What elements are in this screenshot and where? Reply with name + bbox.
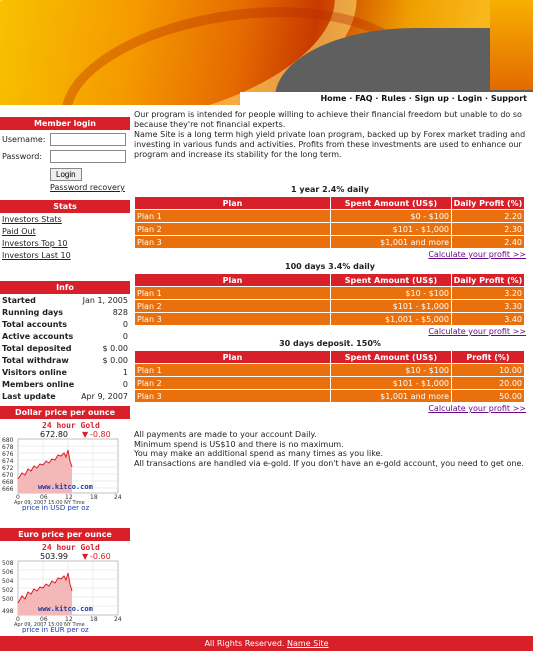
- svg-text:678: 678: [2, 444, 14, 451]
- plan-table: [134, 350, 525, 403]
- gold-usd-change: -0.80: [90, 430, 111, 439]
- svg-text:06: 06: [40, 616, 48, 623]
- col-header-amount: Spent Amount (US$): [331, 274, 451, 286]
- down-arrow-icon: ▼: [82, 430, 89, 439]
- plan-table: [134, 273, 525, 326]
- gold-eur-chart: [0, 541, 130, 633]
- stats-link-paid-out[interactable]: Paid Out: [2, 227, 36, 236]
- chart-caption: price in EUR per oz: [22, 626, 89, 633]
- svg-text:506: 506: [2, 569, 14, 576]
- nav-home[interactable]: Home: [320, 94, 347, 103]
- footer: [0, 636, 533, 651]
- calculate-profit-link[interactable]: Calculate your profit >>: [428, 404, 526, 413]
- svg-text:508: 508: [2, 560, 14, 567]
- nav-support[interactable]: Support: [490, 94, 527, 103]
- table-row: Plan 1 $10 - $100 10.00: [137, 365, 522, 375]
- username-input[interactable]: [50, 133, 126, 146]
- col-header-profit: Daily Profit (%): [453, 198, 523, 208]
- stats-title: Stats: [0, 200, 130, 213]
- note-line: All transactions are handled via e-gold. If you don't have an e-gold account, you need to get one.: [134, 458, 524, 468]
- stats-link-last-10[interactable]: Investors Last 10: [2, 251, 71, 260]
- info-row: Last update Apr 9, 2007: [2, 391, 128, 401]
- stats-links: [0, 213, 130, 262]
- payment-notes: [134, 430, 526, 468]
- svg-text:24: 24: [114, 616, 122, 623]
- chart-title: 24 hour Gold: [42, 543, 100, 552]
- svg-text:24: 24: [114, 494, 122, 501]
- svg-text:676: 676: [2, 451, 14, 458]
- calculate-profit-link[interactable]: Calculate your profit >>: [428, 327, 526, 336]
- svg-text:666: 666: [2, 486, 14, 493]
- svg-text:12: 12: [65, 616, 73, 623]
- chart-caption: price in USD per oz: [22, 504, 90, 511]
- col-header-amount: Spent Amount (US$): [331, 197, 451, 209]
- down-arrow-icon: ▼: [82, 552, 89, 561]
- banner-decoration: [490, 0, 533, 90]
- plan-section-title: 1 year 2.4% daily: [291, 185, 369, 194]
- table-row: Plan 3 $1,001 and more 50.00: [137, 391, 522, 401]
- username-label: Username:: [2, 135, 46, 144]
- col-header-profit: Profit (%): [452, 351, 524, 363]
- top-nav: Home · FAQ · Rules · Sign up · Login · Support: [240, 92, 533, 105]
- svg-text:672: 672: [2, 465, 14, 472]
- chart-title: 24 hour Gold: [42, 421, 100, 430]
- plan-section-title: 100 days 3.4% daily: [285, 262, 375, 271]
- col-header-amount: Spent Amount (US$): [331, 351, 451, 363]
- info-row: Running days 828: [2, 307, 128, 317]
- svg-text:502: 502: [2, 587, 14, 594]
- note-line: Minimum spend is US$10 and there is no maximum.: [134, 439, 344, 449]
- euro-price-title: Euro price per ounce: [0, 528, 130, 541]
- kitco-site-label: www.kitco.com: [38, 605, 93, 613]
- svg-text:0: 0: [16, 616, 20, 623]
- info-row: Active accounts 0: [2, 331, 128, 341]
- footer-site-link[interactable]: Name Site: [287, 639, 329, 648]
- nav-login[interactable]: Login: [457, 94, 483, 103]
- kitco-site-label: www.kitco.com: [38, 483, 93, 491]
- chart-date: Apr 09, 2007 15:00 NY Time: [14, 622, 85, 628]
- table-row: Plan 3 $1,001 and more 2.40: [137, 237, 522, 247]
- info-row: Total accounts 0: [2, 319, 128, 329]
- gold-eur-price: 503.99: [40, 552, 68, 561]
- member-login-title: Member login: [0, 117, 130, 130]
- dollar-price-title: Dollar price per ounce: [0, 406, 130, 419]
- info-row: Members online 0: [2, 379, 128, 389]
- nav-faq[interactable]: FAQ: [355, 94, 373, 103]
- left-sidebar: [0, 117, 130, 635]
- intro-paragraph-1: Our program is intended for people willing to achieve their financial freedom but unable to do so because they're not financial experts.: [134, 110, 522, 129]
- stats-link-investors-stats[interactable]: Investors Stats: [2, 215, 62, 224]
- gold-usd-chart: [0, 419, 130, 511]
- svg-text:06: 06: [40, 494, 48, 501]
- col-header-plan: Plan: [135, 351, 330, 363]
- col-header-plan: Plan: [135, 197, 330, 209]
- table-row: Plan 3 $1,001 - $5,000 3.40: [137, 314, 522, 324]
- info-row: Visitors online 1: [2, 367, 128, 377]
- main-content: [134, 110, 526, 468]
- login-button[interactable]: Login: [50, 168, 82, 181]
- plan-table: [134, 196, 525, 249]
- svg-text:504: 504: [2, 578, 14, 585]
- info-row: Total withdraw $ 0.00: [2, 355, 128, 365]
- header-banner: [0, 0, 533, 105]
- password-label: Password:: [2, 152, 43, 161]
- svg-text:18: 18: [90, 616, 98, 623]
- plan-section-title: 30 days deposit. 150%: [279, 339, 381, 348]
- intro-text: [134, 110, 526, 160]
- svg-text:498: 498: [2, 608, 14, 615]
- col-header-profit: Daily Profit (%): [453, 275, 523, 285]
- login-form: [0, 130, 130, 194]
- gold-usd-price: 672.80: [40, 430, 68, 439]
- table-row: Plan 2 $101 - $1,000 3.30: [137, 301, 522, 311]
- password-recovery-link[interactable]: Password recovery: [50, 183, 125, 192]
- svg-text:12: 12: [65, 494, 73, 501]
- table-row: Plan 2 $101 - $1,000 2.30: [137, 224, 522, 234]
- info-row: Total deposited $ 0.00: [2, 343, 128, 353]
- svg-text:18: 18: [90, 494, 98, 501]
- password-input[interactable]: [50, 150, 126, 163]
- table-row: Plan 1 $10 - $100 3.20: [137, 288, 522, 298]
- gold-eur-change: -0.60: [90, 552, 111, 561]
- table-row: Plan 1 $0 - $100 2.20: [137, 211, 522, 221]
- col-header-plan: Plan: [135, 274, 330, 286]
- note-line: You may make an additional spend as many times as you like.: [134, 449, 384, 458]
- info-row: Started Jan 1, 2005: [2, 295, 128, 305]
- stats-link-top-10[interactable]: Investors Top 10: [2, 239, 68, 248]
- nav-signup[interactable]: Sign up: [414, 94, 449, 103]
- table-row: Plan 2 $101 - $1,000 20.00: [137, 378, 522, 388]
- info-table: [0, 294, 130, 402]
- chart-date: Apr 09, 2007 15:00 NY Time: [14, 500, 85, 506]
- note-line: All payments are made to your account Daily.: [134, 430, 317, 439]
- footer-text: All Rights Reserved.: [204, 639, 285, 648]
- svg-text:674: 674: [2, 458, 14, 465]
- info-title: Info: [0, 281, 130, 294]
- svg-text:670: 670: [2, 472, 14, 479]
- svg-text:0: 0: [16, 494, 20, 501]
- calculate-profit-link[interactable]: Calculate your profit >>: [428, 250, 526, 259]
- svg-text:668: 668: [2, 479, 14, 486]
- nav-rules[interactable]: Rules: [381, 94, 407, 103]
- intro-paragraph-2: Name Site is a long term high yield private loan program, backed up by Forex market trading and investing in various funds and activities. Profits from these investments are used to enhance our program and increase its stability for the long term.: [134, 130, 526, 159]
- svg-text:680: 680: [2, 437, 14, 444]
- svg-text:500: 500: [2, 596, 14, 603]
